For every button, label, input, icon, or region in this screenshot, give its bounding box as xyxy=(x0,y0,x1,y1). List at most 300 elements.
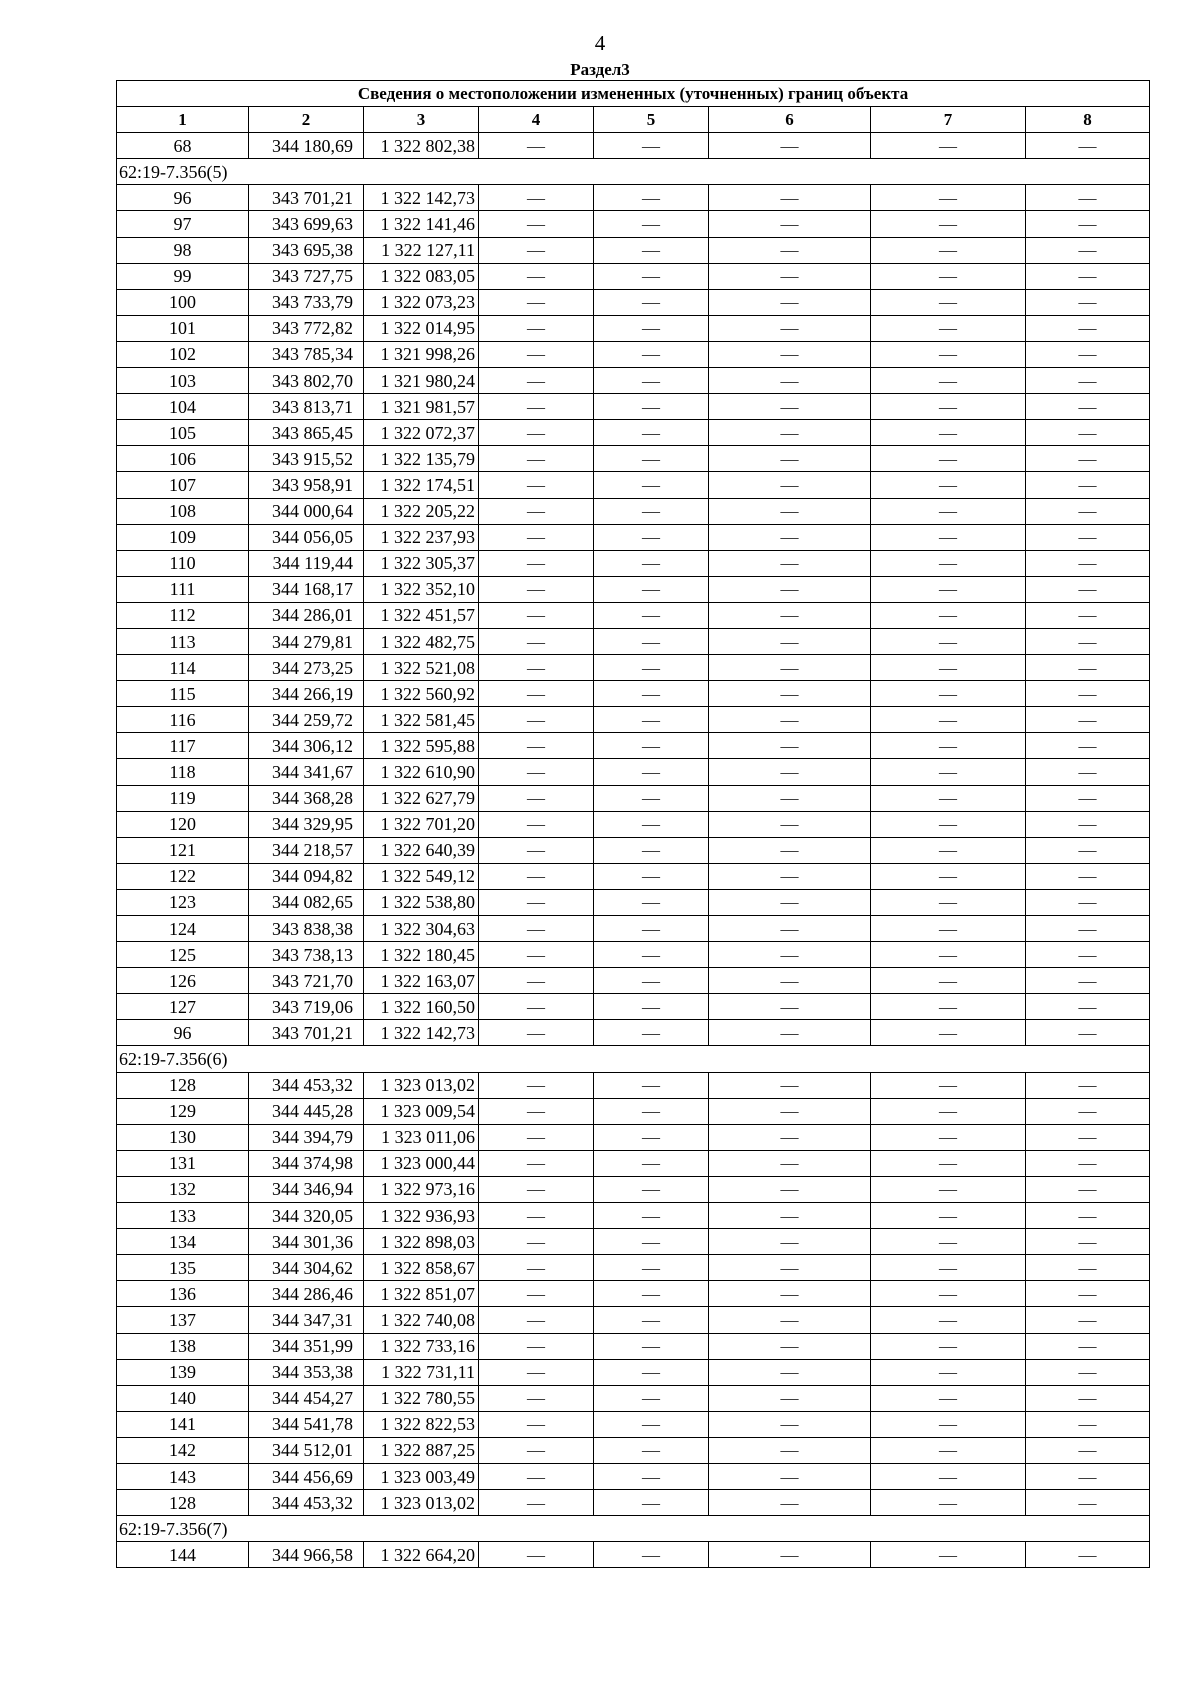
empty-value-cell: — xyxy=(479,1359,594,1385)
group-label: 62:19-7.356(6) xyxy=(117,1046,1150,1072)
point-number-cell: 141 xyxy=(117,1411,249,1437)
empty-value-cell: — xyxy=(709,1098,871,1124)
y-coordinate-cell: 1 322 163,07 xyxy=(364,968,479,994)
empty-value-cell: — xyxy=(479,889,594,915)
empty-value-cell: — xyxy=(594,1072,709,1098)
x-coordinate-cell: 344 329,95 xyxy=(249,811,364,837)
empty-value-cell: — xyxy=(479,1203,594,1229)
empty-value-cell: — xyxy=(479,237,594,263)
y-coordinate-cell: 1 322 174,51 xyxy=(364,472,479,498)
empty-value-cell: — xyxy=(871,315,1026,341)
x-coordinate-cell: 344 351,99 xyxy=(249,1333,364,1359)
empty-value-cell: — xyxy=(594,1490,709,1516)
x-coordinate-cell: 343 838,38 xyxy=(249,916,364,942)
empty-value-cell: — xyxy=(479,394,594,420)
table-row xyxy=(117,524,1150,550)
empty-value-cell: — xyxy=(594,472,709,498)
page-number: 4 xyxy=(594,31,606,55)
empty-value-cell: — xyxy=(1026,368,1150,394)
empty-value-cell: — xyxy=(479,968,594,994)
y-coordinate-cell: 1 322 731,11 xyxy=(364,1359,479,1385)
point-number-cell: 140 xyxy=(117,1385,249,1411)
y-coordinate-cell: 1 322 180,45 xyxy=(364,942,479,968)
table-row xyxy=(117,1281,1150,1307)
empty-value-cell: — xyxy=(709,498,871,524)
y-coordinate-cell: 1 322 822,53 xyxy=(364,1411,479,1437)
x-coordinate-cell: 343 865,45 xyxy=(249,420,364,446)
point-number-cell: 142 xyxy=(117,1437,249,1463)
empty-value-cell: — xyxy=(709,889,871,915)
empty-value-cell: — xyxy=(594,576,709,602)
x-coordinate-cell: 343 802,70 xyxy=(249,368,364,394)
x-coordinate-cell: 344 453,32 xyxy=(249,1490,364,1516)
point-number-cell: 115 xyxy=(117,681,249,707)
y-coordinate-cell: 1 322 640,39 xyxy=(364,837,479,863)
table-row xyxy=(117,968,1150,994)
table-row xyxy=(117,1359,1150,1385)
point-number-cell: 117 xyxy=(117,733,249,759)
empty-value-cell: — xyxy=(594,1176,709,1202)
empty-value-cell: — xyxy=(1026,185,1150,211)
empty-value-cell: — xyxy=(709,1463,871,1489)
empty-value-cell: — xyxy=(709,916,871,942)
empty-value-cell: — xyxy=(709,759,871,785)
point-number-cell: 98 xyxy=(117,237,249,263)
empty-value-cell: — xyxy=(1026,420,1150,446)
empty-value-cell: — xyxy=(479,655,594,681)
empty-value-cell: — xyxy=(479,1490,594,1516)
table-row xyxy=(117,628,1150,654)
empty-value-cell: — xyxy=(594,315,709,341)
x-coordinate-cell: 344 279,81 xyxy=(249,628,364,654)
empty-value-cell: — xyxy=(871,237,1026,263)
empty-value-cell: — xyxy=(1026,733,1150,759)
empty-value-cell: — xyxy=(594,1098,709,1124)
empty-value-cell: — xyxy=(709,368,871,394)
empty-value-cell: — xyxy=(594,289,709,315)
group-row xyxy=(117,159,1150,185)
x-coordinate-cell: 343 701,21 xyxy=(249,185,364,211)
empty-value-cell: — xyxy=(1026,1098,1150,1124)
group-row xyxy=(117,1516,1150,1542)
empty-value-cell: — xyxy=(871,1072,1026,1098)
empty-value-cell: — xyxy=(1026,889,1150,915)
empty-value-cell: — xyxy=(709,1176,871,1202)
empty-value-cell: — xyxy=(479,185,594,211)
column-number: 6 xyxy=(709,107,871,133)
empty-value-cell: — xyxy=(479,446,594,472)
x-coordinate-cell: 344 056,05 xyxy=(249,524,364,550)
empty-value-cell: — xyxy=(1026,628,1150,654)
table-row xyxy=(117,785,1150,811)
empty-value-cell: — xyxy=(594,1124,709,1150)
empty-value-cell: — xyxy=(594,994,709,1020)
empty-value-cell: — xyxy=(594,916,709,942)
empty-value-cell: — xyxy=(871,368,1026,394)
y-coordinate-cell: 1 322 701,20 xyxy=(364,811,479,837)
empty-value-cell: — xyxy=(871,263,1026,289)
table-row xyxy=(117,315,1150,341)
empty-value-cell: — xyxy=(1026,994,1150,1020)
x-coordinate-cell: 344 512,01 xyxy=(249,1437,364,1463)
x-coordinate-cell: 344 286,46 xyxy=(249,1281,364,1307)
empty-value-cell: — xyxy=(594,759,709,785)
empty-value-cell: — xyxy=(594,1307,709,1333)
point-number-cell: 109 xyxy=(117,524,249,550)
point-number-cell: 143 xyxy=(117,1463,249,1489)
empty-value-cell: — xyxy=(479,1098,594,1124)
empty-value-cell: — xyxy=(871,133,1026,159)
empty-value-cell: — xyxy=(1026,315,1150,341)
point-number-cell: 144 xyxy=(117,1542,249,1568)
empty-value-cell: — xyxy=(871,811,1026,837)
empty-value-cell: — xyxy=(709,707,871,733)
x-coordinate-cell: 344 304,62 xyxy=(249,1255,364,1281)
empty-value-cell: — xyxy=(479,837,594,863)
empty-value-cell: — xyxy=(594,498,709,524)
empty-value-cell: — xyxy=(1026,1124,1150,1150)
x-coordinate-cell: 344 259,72 xyxy=(249,707,364,733)
y-coordinate-cell: 1 322 305,37 xyxy=(364,550,479,576)
x-coordinate-cell: 343 695,38 xyxy=(249,237,364,263)
empty-value-cell: — xyxy=(871,341,1026,367)
table-row xyxy=(117,1124,1150,1150)
empty-value-cell: — xyxy=(871,550,1026,576)
column-number: 4 xyxy=(479,107,594,133)
empty-value-cell: — xyxy=(871,681,1026,707)
empty-value-cell: — xyxy=(1026,785,1150,811)
empty-value-cell: — xyxy=(709,1359,871,1385)
empty-value-cell: — xyxy=(1026,1307,1150,1333)
y-coordinate-cell: 1 322 014,95 xyxy=(364,315,479,341)
empty-value-cell: — xyxy=(871,1098,1026,1124)
empty-value-cell: — xyxy=(479,133,594,159)
empty-value-cell: — xyxy=(479,472,594,498)
empty-value-cell: — xyxy=(871,785,1026,811)
empty-value-cell: — xyxy=(594,1229,709,1255)
y-coordinate-cell: 1 322 627,79 xyxy=(364,785,479,811)
point-number-cell: 113 xyxy=(117,628,249,654)
y-coordinate-cell: 1 322 802,38 xyxy=(364,133,479,159)
empty-value-cell: — xyxy=(594,968,709,994)
x-coordinate-cell: 344 453,32 xyxy=(249,1072,364,1098)
column-number: 8 xyxy=(1026,107,1150,133)
empty-value-cell: — xyxy=(1026,1490,1150,1516)
point-number-cell: 133 xyxy=(117,1203,249,1229)
empty-value-cell: — xyxy=(479,1385,594,1411)
x-coordinate-cell: 344 094,82 xyxy=(249,863,364,889)
x-coordinate-cell: 343 785,34 xyxy=(249,341,364,367)
column-number: 1 xyxy=(117,107,249,133)
empty-value-cell: — xyxy=(871,837,1026,863)
empty-value-cell: — xyxy=(594,942,709,968)
point-number-cell: 128 xyxy=(117,1072,249,1098)
empty-value-cell: — xyxy=(1026,211,1150,237)
table-row xyxy=(117,889,1150,915)
x-coordinate-cell: 343 727,75 xyxy=(249,263,364,289)
empty-value-cell: — xyxy=(479,785,594,811)
table-row xyxy=(117,446,1150,472)
point-number-cell: 124 xyxy=(117,916,249,942)
empty-value-cell: — xyxy=(479,498,594,524)
empty-value-cell: — xyxy=(709,1203,871,1229)
empty-value-cell: — xyxy=(709,1072,871,1098)
empty-value-cell: — xyxy=(1026,1020,1150,1046)
point-number-cell: 97 xyxy=(117,211,249,237)
empty-value-cell: — xyxy=(1026,289,1150,315)
empty-value-cell: — xyxy=(594,1542,709,1568)
table-row xyxy=(117,368,1150,394)
empty-value-cell: — xyxy=(1026,341,1150,367)
empty-value-cell: — xyxy=(479,1255,594,1281)
empty-value-cell: — xyxy=(479,1020,594,1046)
point-number-cell: 102 xyxy=(117,341,249,367)
empty-value-cell: — xyxy=(871,185,1026,211)
empty-value-cell: — xyxy=(871,394,1026,420)
y-coordinate-cell: 1 322 304,63 xyxy=(364,916,479,942)
empty-value-cell: — xyxy=(479,211,594,237)
x-coordinate-cell: 343 719,06 xyxy=(249,994,364,1020)
table-row xyxy=(117,237,1150,263)
point-number-cell: 132 xyxy=(117,1176,249,1202)
y-coordinate-cell: 1 322 352,10 xyxy=(364,576,479,602)
empty-value-cell: — xyxy=(594,133,709,159)
table-row xyxy=(117,1411,1150,1437)
empty-value-cell: — xyxy=(871,1255,1026,1281)
empty-value-cell: — xyxy=(871,1490,1026,1516)
column-number: 3 xyxy=(364,107,479,133)
empty-value-cell: — xyxy=(709,315,871,341)
point-number-cell: 111 xyxy=(117,576,249,602)
empty-value-cell: — xyxy=(1026,1150,1150,1176)
y-coordinate-cell: 1 322 142,73 xyxy=(364,185,479,211)
empty-value-cell: — xyxy=(1026,837,1150,863)
empty-value-cell: — xyxy=(871,1333,1026,1359)
empty-value-cell: — xyxy=(709,968,871,994)
empty-value-cell: — xyxy=(479,1229,594,1255)
empty-value-cell: — xyxy=(1026,707,1150,733)
empty-value-cell: — xyxy=(709,681,871,707)
point-number-cell: 127 xyxy=(117,994,249,1020)
empty-value-cell: — xyxy=(709,837,871,863)
empty-value-cell: — xyxy=(871,1385,1026,1411)
point-number-cell: 106 xyxy=(117,446,249,472)
empty-value-cell: — xyxy=(1026,655,1150,681)
point-number-cell: 131 xyxy=(117,1150,249,1176)
empty-value-cell: — xyxy=(1026,263,1150,289)
empty-value-cell: — xyxy=(709,341,871,367)
empty-value-cell: — xyxy=(709,394,871,420)
empty-value-cell: — xyxy=(871,1203,1026,1229)
point-number-cell: 104 xyxy=(117,394,249,420)
table-row xyxy=(117,263,1150,289)
point-number-cell: 136 xyxy=(117,1281,249,1307)
empty-value-cell: — xyxy=(709,576,871,602)
point-number-cell: 107 xyxy=(117,472,249,498)
empty-value-cell: — xyxy=(594,707,709,733)
coordinates-table xyxy=(116,80,1150,1568)
y-coordinate-cell: 1 321 998,26 xyxy=(364,341,479,367)
x-coordinate-cell: 344 347,31 xyxy=(249,1307,364,1333)
point-number-cell: 101 xyxy=(117,315,249,341)
column-number: 7 xyxy=(871,107,1026,133)
empty-value-cell: — xyxy=(594,550,709,576)
empty-value-cell: — xyxy=(479,863,594,889)
empty-value-cell: — xyxy=(479,916,594,942)
point-number-cell: 99 xyxy=(117,263,249,289)
empty-value-cell: — xyxy=(479,420,594,446)
y-coordinate-cell: 1 322 451,57 xyxy=(364,602,479,628)
empty-value-cell: — xyxy=(871,1124,1026,1150)
empty-value-cell: — xyxy=(871,1176,1026,1202)
table-row xyxy=(117,994,1150,1020)
empty-value-cell: — xyxy=(1026,524,1150,550)
y-coordinate-cell: 1 321 980,24 xyxy=(364,368,479,394)
empty-value-cell: — xyxy=(709,263,871,289)
empty-value-cell: — xyxy=(871,602,1026,628)
x-coordinate-cell: 343 699,63 xyxy=(249,211,364,237)
empty-value-cell: — xyxy=(1026,1333,1150,1359)
empty-value-cell: — xyxy=(1026,498,1150,524)
empty-value-cell: — xyxy=(709,942,871,968)
empty-value-cell: — xyxy=(1026,1359,1150,1385)
table-row xyxy=(117,707,1150,733)
y-coordinate-cell: 1 323 013,02 xyxy=(364,1072,479,1098)
point-number-cell: 128 xyxy=(117,1490,249,1516)
point-number-cell: 112 xyxy=(117,602,249,628)
table-row xyxy=(117,1072,1150,1098)
empty-value-cell: — xyxy=(479,524,594,550)
empty-value-cell: — xyxy=(1026,1542,1150,1568)
empty-value-cell: — xyxy=(709,628,871,654)
y-coordinate-cell: 1 322 127,11 xyxy=(364,237,479,263)
empty-value-cell: — xyxy=(479,1333,594,1359)
empty-value-cell: — xyxy=(871,1307,1026,1333)
table-row xyxy=(117,1333,1150,1359)
empty-value-cell: — xyxy=(594,185,709,211)
y-coordinate-cell: 1 321 981,57 xyxy=(364,394,479,420)
empty-value-cell: — xyxy=(871,1020,1026,1046)
x-coordinate-cell: 344 273,25 xyxy=(249,655,364,681)
empty-value-cell: — xyxy=(709,733,871,759)
empty-value-cell: — xyxy=(594,341,709,367)
empty-value-cell: — xyxy=(871,1229,1026,1255)
empty-value-cell: — xyxy=(1026,1203,1150,1229)
empty-value-cell: — xyxy=(709,185,871,211)
empty-value-cell: — xyxy=(594,628,709,654)
empty-value-cell: — xyxy=(871,420,1026,446)
y-coordinate-cell: 1 322 936,93 xyxy=(364,1203,479,1229)
point-number-cell: 110 xyxy=(117,550,249,576)
x-coordinate-cell: 344 306,12 xyxy=(249,733,364,759)
x-coordinate-cell: 344 168,17 xyxy=(249,576,364,602)
empty-value-cell: — xyxy=(871,863,1026,889)
x-coordinate-cell: 344 218,57 xyxy=(249,837,364,863)
empty-value-cell: — xyxy=(479,289,594,315)
empty-value-cell: — xyxy=(479,759,594,785)
empty-value-cell: — xyxy=(479,1463,594,1489)
empty-value-cell: — xyxy=(709,1542,871,1568)
empty-value-cell: — xyxy=(479,994,594,1020)
x-coordinate-cell: 344 180,69 xyxy=(249,133,364,159)
table-row xyxy=(117,341,1150,367)
table-row xyxy=(117,394,1150,420)
point-number-cell: 100 xyxy=(117,289,249,315)
empty-value-cell: — xyxy=(709,1437,871,1463)
table-row xyxy=(117,1307,1150,1333)
y-coordinate-cell: 1 323 011,06 xyxy=(364,1124,479,1150)
point-number-cell: 135 xyxy=(117,1255,249,1281)
x-coordinate-cell: 343 701,21 xyxy=(249,1020,364,1046)
table-row xyxy=(117,576,1150,602)
x-coordinate-cell: 344 301,36 xyxy=(249,1229,364,1255)
empty-value-cell: — xyxy=(871,707,1026,733)
empty-value-cell: — xyxy=(594,785,709,811)
section-title: Раздел3 xyxy=(570,60,630,79)
table-row xyxy=(117,1437,1150,1463)
empty-value-cell: — xyxy=(709,1124,871,1150)
empty-value-cell: — xyxy=(594,1359,709,1385)
x-coordinate-cell: 343 958,91 xyxy=(249,472,364,498)
empty-value-cell: — xyxy=(709,211,871,237)
table-row xyxy=(117,1385,1150,1411)
table-row xyxy=(117,681,1150,707)
y-coordinate-cell: 1 322 560,92 xyxy=(364,681,479,707)
empty-value-cell: — xyxy=(871,211,1026,237)
y-coordinate-cell: 1 322 780,55 xyxy=(364,1385,479,1411)
empty-value-cell: — xyxy=(871,1359,1026,1385)
x-coordinate-cell: 344 320,05 xyxy=(249,1203,364,1229)
empty-value-cell: — xyxy=(709,1385,871,1411)
point-number-cell: 105 xyxy=(117,420,249,446)
y-coordinate-cell: 1 322 740,08 xyxy=(364,1307,479,1333)
y-coordinate-cell: 1 322 141,46 xyxy=(364,211,479,237)
empty-value-cell: — xyxy=(1026,681,1150,707)
empty-value-cell: — xyxy=(709,1150,871,1176)
empty-value-cell: — xyxy=(1026,394,1150,420)
empty-value-cell: — xyxy=(1026,1437,1150,1463)
empty-value-cell: — xyxy=(594,1333,709,1359)
x-coordinate-cell: 344 286,01 xyxy=(249,602,364,628)
empty-value-cell: — xyxy=(1026,863,1150,889)
empty-value-cell: — xyxy=(1026,759,1150,785)
empty-value-cell: — xyxy=(479,1437,594,1463)
empty-value-cell: — xyxy=(1026,576,1150,602)
y-coordinate-cell: 1 322 237,93 xyxy=(364,524,479,550)
table-row xyxy=(117,550,1150,576)
column-number: 5 xyxy=(594,107,709,133)
empty-value-cell: — xyxy=(871,733,1026,759)
empty-value-cell: — xyxy=(594,420,709,446)
empty-value-cell: — xyxy=(479,341,594,367)
empty-value-cell: — xyxy=(479,550,594,576)
empty-value-cell: — xyxy=(594,1203,709,1229)
y-coordinate-cell: 1 322 851,07 xyxy=(364,1281,479,1307)
x-coordinate-cell: 344 966,58 xyxy=(249,1542,364,1568)
empty-value-cell: — xyxy=(1026,602,1150,628)
empty-value-cell: — xyxy=(871,942,1026,968)
table-row xyxy=(117,1176,1150,1202)
empty-value-cell: — xyxy=(709,1020,871,1046)
x-coordinate-cell: 343 813,71 xyxy=(249,394,364,420)
table-row xyxy=(117,1255,1150,1281)
empty-value-cell: — xyxy=(1026,446,1150,472)
x-coordinate-cell: 344 374,98 xyxy=(249,1150,364,1176)
empty-value-cell: — xyxy=(594,1020,709,1046)
table-row xyxy=(117,942,1150,968)
empty-value-cell: — xyxy=(709,550,871,576)
x-coordinate-cell: 344 346,94 xyxy=(249,1176,364,1202)
